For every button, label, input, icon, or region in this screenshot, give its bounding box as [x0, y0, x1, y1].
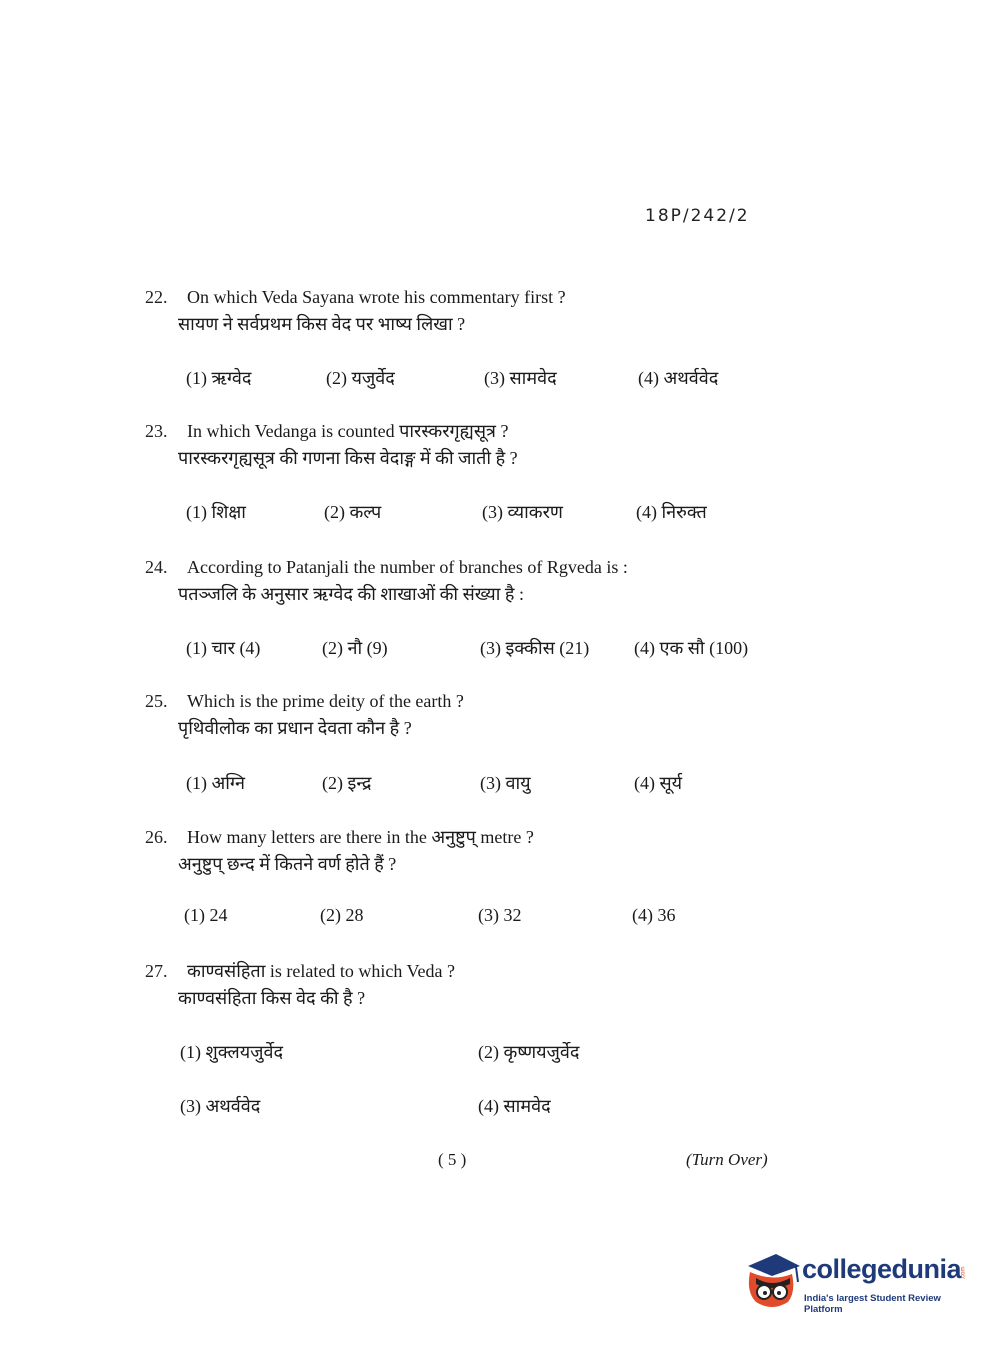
mascot-icon — [742, 1248, 802, 1318]
question-number: 25. — [145, 691, 168, 711]
turn-over-note: (Turn Over) — [686, 1150, 768, 1169]
question-number: 24. — [145, 557, 168, 577]
question-text-english: In which Vedanga is counted पारस्करगृह्यसूत्र ? — [187, 421, 509, 441]
option-3: (3) 32 — [478, 905, 522, 925]
question-22 — [145, 284, 845, 338]
question-23 — [145, 418, 845, 472]
option-1: (1) ऋग्वेद — [186, 368, 252, 388]
question-text-english: काण्वसंहिता is related to which Veda ? — [187, 961, 455, 981]
question-number: 23. — [145, 421, 168, 441]
question-27 — [145, 958, 845, 1012]
question-26 — [145, 824, 845, 878]
option-3: (3) वायु — [480, 773, 531, 793]
question-text-english: According to Patanjali the number of branches of Rgveda is : — [187, 557, 628, 577]
question-text-hindi: अनुष्टुप् छन्द में कितने वर्ण होते हैं ? — [178, 854, 397, 874]
collegedunia-watermark — [742, 1248, 972, 1318]
option-3: (3) इक्कीस (21) — [480, 638, 590, 658]
question-text-english: How many letters are there in the अनुष्टुप् metre ? — [187, 827, 534, 847]
option-1: (1) शिक्षा — [186, 502, 246, 522]
option-1: (1) 24 — [184, 905, 228, 925]
option-4: (4) एक सौ (100) — [634, 638, 749, 658]
page-number: ( 5 ) — [438, 1150, 467, 1169]
option-3: (3) व्याकरण — [482, 502, 563, 522]
option-4: (4) 36 — [632, 905, 676, 925]
question-text-hindi: पतञ्जलि के अनुसार ऋग्वेद की शाखाओं की संख्या है : — [178, 584, 524, 604]
option-4: (4) सामवेद — [478, 1096, 551, 1116]
option-2: (2) कल्प — [324, 502, 382, 522]
option-2: (2) 28 — [320, 905, 364, 925]
paper-code: 18P/242/2 — [645, 206, 750, 226]
option-2: (2) यजुर्वेद — [326, 368, 395, 388]
option-1: (1) अग्नि — [186, 773, 245, 793]
question-text-hindi: काण्वसंहिता किस वेद की है ? — [178, 988, 366, 1008]
option-2: (2) इन्द्र — [322, 773, 372, 793]
option-4: (4) सूर्य — [634, 773, 683, 793]
question-text-english: Which is the prime deity of the earth ? — [187, 691, 464, 711]
brand-dotcom: .com — [960, 1266, 967, 1280]
question-number: 26. — [145, 827, 168, 847]
option-1: (1) चार (4) — [186, 638, 261, 658]
option-3: (3) सामवेद — [484, 368, 557, 388]
option-4: (4) अथर्ववेद — [638, 368, 719, 388]
question-number: 27. — [145, 961, 168, 981]
question-text-hindi: सायण ने सर्वप्रथम किस वेद पर भाष्य लिखा ? — [178, 314, 466, 334]
question-25 — [145, 688, 845, 742]
option-2: (2) नौ (9) — [322, 638, 388, 658]
question-text-english: On which Veda Sayana wrote his commentary first ? — [187, 287, 566, 307]
brand-tagline: India's largest Student Review Platform — [804, 1293, 941, 1315]
option-3: (3) अथर्ववेद — [180, 1096, 261, 1116]
question-24 — [145, 554, 845, 608]
option-1: (1) शुक्लयजुर्वेद — [180, 1042, 284, 1062]
question-text-hindi: पारस्करगृह्यसूत्र की गणना किस वेदाङ्ग में की जाती है ? — [178, 448, 518, 468]
brand-name: collegedunia — [802, 1254, 962, 1284]
option-4: (4) निरुक्त — [636, 502, 707, 522]
question-text-hindi: पृथिवीलोक का प्रधान देवता कौन है ? — [178, 718, 412, 738]
question-number: 22. — [145, 287, 168, 307]
option-2: (2) कृष्णयजुर्वेद — [478, 1042, 580, 1062]
